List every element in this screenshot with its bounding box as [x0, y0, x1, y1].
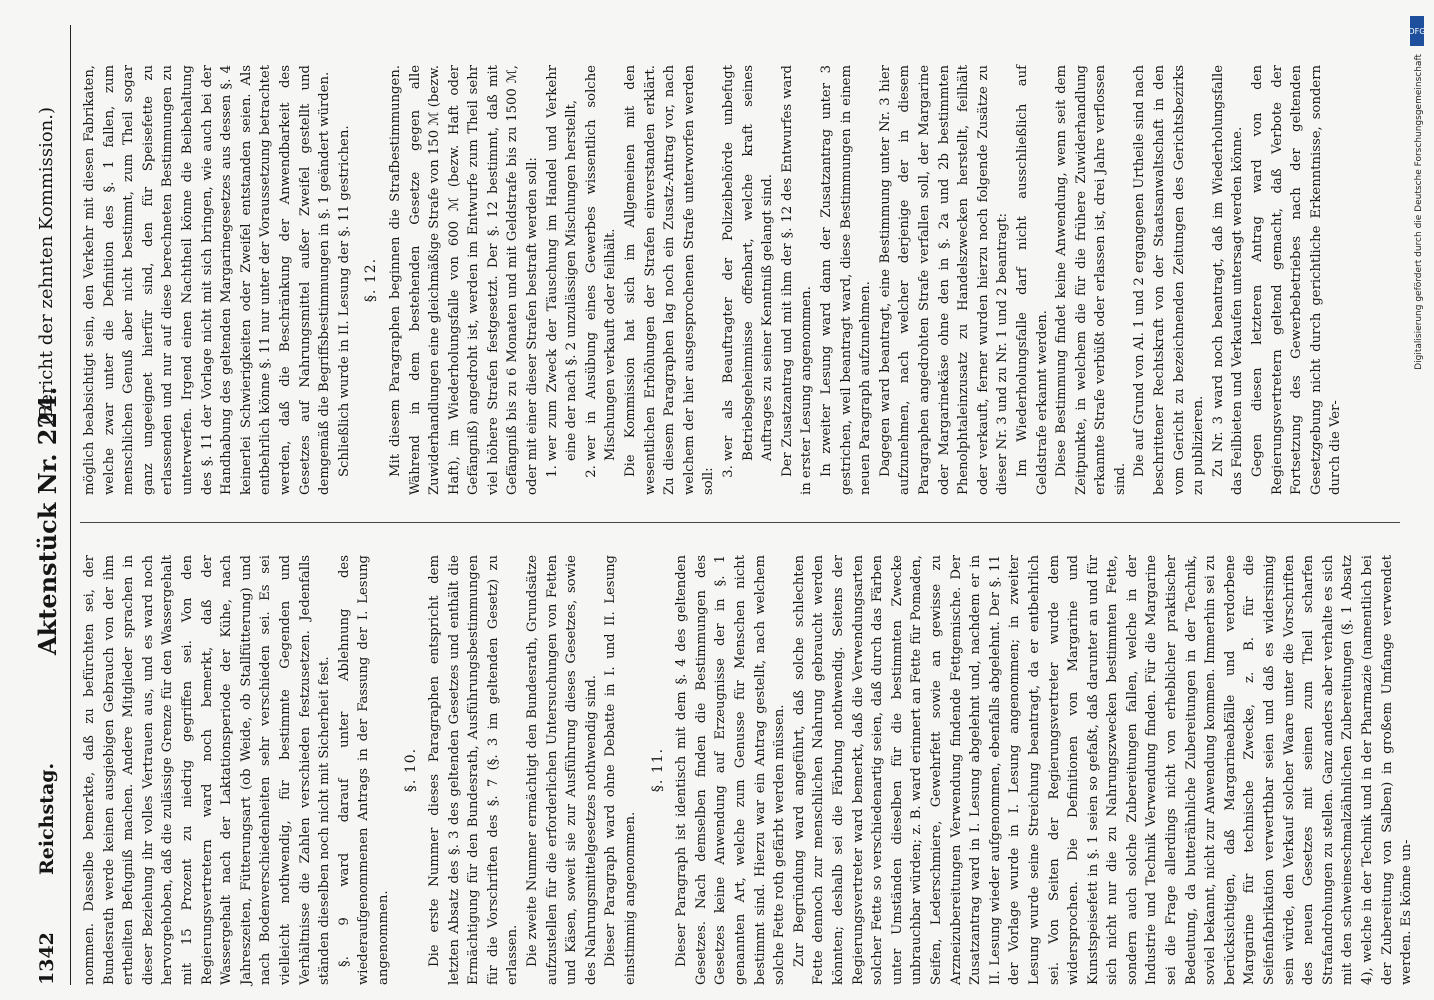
rotated-document-page	[30, 25, 1415, 985]
paragraph: Im Wiederholungsfalle darf nicht ausschließlich auf Geldstrafe erkannt werden.	[1014, 65, 1050, 495]
section-heading: §. 10.	[402, 747, 419, 793]
right-column	[80, 65, 1400, 495]
list-item: 2. wer in Ausübung eines Gewerbes wissentlich solche Mischungen verkauft oder feilhält.	[582, 65, 621, 461]
left-column	[80, 555, 1415, 985]
numbered-list	[719, 65, 778, 495]
paragraph: Zur Begründung ward angeführt, daß solche schlechten Fette dennoch zur menschlichen Nahrung gebraucht werden könnten; deshalb sei die Färbung nothwendig. Seitens der Regierungsvertreter ward bemerkt, daß die Verwendungsarten solcher Fette so verschiedenartig seien, daß durch das Färben unter Umständen dieselben für die bestimmten Zwecke unbrauchbar würden; z. B. ward erinnert an Fette für Pomaden, Seifen, Lederschmiere, Gewehrfett sowie an gewisse zu Arzneizubereitungen Verwendung findende Fettgemische. Der Zusatzantrag ward in I. Lesung abgelehnt und, nachdem er in II. Lesung wieder aufgenommen, ebenfalls abgelehnt. Der §. 11 der Vorlage wurde in I. Lesung angenommen; in zweiter Lesung wurde seine Streichung beantragt, da er entbehrlich sei. Von Seiten der Regierungsvertreter wurde dem widersprochen. Die Definitionen von Margarine und Kunstspeisefett in §. 1 seien so gefaßt, daß darunter an und für sich nicht nur die zu Nahrungszwecken bestimmten Fette, sondern auch solche Zubereitungen fallen, welche in der Industrie und Technik Verwendung finden. Für die Margarine sei die Frage allerdings nicht von erheblicher praktischer Bedeutung, da butterähnliche Zubereitungen in der Technik, soviel bekannt, nicht zur Anwendung kommen. Immerhin sei zu berücksichtigen, daß Margarineabfälle und verdorbene Margarine für technische Zwecke, z. B. für die Seifenfabrikation verwerthbar seien und daß es widersinnig sein würde, den Verkauf solcher Waare unter die Vorschriften des neuen Gesetzes mit seinen zum Theil scharfen Strafandrohungen zu stellen. Ganz anders aber verhalte es sich mit den schweineschmalzähnlichen Zubereitungen (§. 1 Absatz 4), welche in der Technik und in der Pharmazie (namentlich bei der Zubereitung von Salben) in großem Umfange verwendet werden. Es könne un-	[791, 555, 1415, 985]
section-heading: §. 12.	[363, 257, 380, 303]
paragraph: Die zweite Nummer ermächtigt den Bundesrath, Grundsätze aufzustellen für die erforderlichen Untersuchungen von Fetten und Käsen, soweit sie zur Ausführung dieses Gesetzes, sowie des Nahrungsmittelgesetzes nothwendig sind.	[525, 555, 599, 985]
paragraph: Die erste Nummer dieses Paragraphen entspricht dem letzten Absatz des §. 3 des geltenden Gesetzes und enthält die Ermächtigung für den Bundesrath, Ausführungsbestimmungen für die Vorschriften des §. 7 (§. 3 im geltenden Gesetz) zu erlassen.	[427, 555, 521, 985]
paragraph: Die Kommission hat sich im Allgemeinen mit den wesentlichen Erhöhungen der Strafen einverstanden erklärt. Zu diesem Paragraphen lag noch ein Zusatz-Antrag vor, nach welchem der hier ausgesprochenen Strafe unterworfen werden soll:	[623, 65, 717, 495]
paragraph: §. 9 ward darauf unter Ablehnung des wiederaufgenommenen Antrags in der Fassung der I. Lesung angenommen.	[336, 555, 391, 985]
numbered-list	[543, 65, 621, 495]
paragraph: Der Zusatzantrag und mit ihm der §. 12 des Entwurfes ward in erster Lesung angenommen.	[779, 65, 815, 495]
paragraph: Dagegen ward beantragt, eine Bestimmung unter Nr. 3 hier aufzunehmen, nach welcher derjenige der in diesem Paragraphen angedrohten Strafe verfallen soll, der Margarine oder Margarinekäse ohne den in §. 2a und 2b bestimmten Phenolphtaleinzusatz zu Handelszwecken herstellt, feilhält oder verkauft, ferner wurden hierzu noch folgende Zusätze zu dieser Nr. 3 und zu Nr. 1 und 2 beantragt:	[877, 65, 1011, 495]
list-item: 3. wer als Beauftragter der Polizeibehörde unbefugt Betriebsgeheimnisse offenbart, welche kraft seines Auftrages zu seiner Kenntniß gelangt sind.	[719, 65, 778, 461]
page-number: 1342	[36, 932, 58, 985]
paragraph: möglich beabsichtigt sein, den Verkehr mit diesen Fabrikaten, welche zwar unter die Definition des §. 1 fallen, zum menschlichen Genuß aber nicht bestimmt, zum Theil sogar ganz ungeeignet hierfür sind, den für Speisefette zu erlassenden und nur auf diese berechneten Bestimmungen zu unterwerfen. Irgend einen Nachtheil könne die Beibehaltung des §. 11 der Vorlage nicht mit sich bringen, wie auch bei der Handhabung des geltenden Margarinegesetzes aus dessen §. 4 keinerlei Schwierigkeiten oder Zweifel entstanden seien. Als entbehrlich könne §. 11 nur unter der Voraussetzung betrachtet werden, daß die Beschränkung der Anwendbarkeit des Gesetzes auf Nahrungsmittel außer Zweifel gestellt und demgemäß die Begriffsbestimmungen in §. 1 geändert würden.	[82, 65, 333, 495]
credit-text: Digitalisierung gefördert durch die Deutsche Forschungsgemeinschaft	[1414, 54, 1424, 370]
list-item: 1. wer zum Zweck der Täuschung im Handel und Verkehr eine der nach §. 2 unzulässigen Mischungen herstellt,	[543, 65, 582, 461]
header-section: Reichstag.	[36, 762, 58, 875]
paragraph: Schließlich wurde in II. Lesung der §. 11 gestrichen.	[336, 125, 352, 477]
digitization-credit	[1404, 10, 1432, 990]
column-divider	[80, 522, 1400, 523]
section-heading: §. 11.	[649, 747, 666, 793]
paragraph: Dieser Paragraph ist identisch mit dem §. 4 des geltenden Gesetzes. Nach demselben finden die Bestimmungen des Gesetzes keine Anwendung auf Erzeugnisse der in §. 1 genannten Art, welche zum Genusse für Menschen nicht bestimmt sind. Hierzu war ein Antrag gestellt, nach welchem solche Fette roth gefärbt werden müssen.	[674, 555, 788, 985]
paragraph: Diese Bestimmung findet keine Anwendung, wenn seit dem Zeitpunkte, in welchem die für die frühere Zuwiderhandlung erkannte Strafe verbüßt oder erlassen ist, drei Jahre verflossen sind.	[1054, 65, 1128, 495]
dfg-logo-badge: DFG	[1410, 16, 1424, 46]
paragraph: Die auf Grund von Al. 1 und 2 ergangenen Urtheile sind nach beschrittener Rechtskraft von der Staatsanwaltschaft in den vom Gericht zu bezeichnenden Zeitungen des Gerichtsbezirks zu publizieren.	[1132, 65, 1207, 495]
paragraph: Gegen diesen letzteren Antrag ward von den Regierungsvertretern geltend gemacht, daß Verbote der Fortsetzung des Gewerbebetriebes nach der geltenden Gesetzgebung nicht durch gerichtliche Erkenntnisse, sondern durch die Ver-	[1250, 65, 1344, 495]
header-report-title: (Bericht der zehnten Kommission.)	[36, 106, 57, 425]
page-header	[30, 25, 71, 985]
header-act-number: Aktenstück Nr. 224.	[33, 386, 62, 655]
paragraph: In zweiter Lesung ward dann der Zusatzantrag unter 3 gestrichen, weil beantragt ward, diese Bestimmungen in einem neuen Paragraph aufzunehmen.	[818, 65, 874, 495]
paragraph: Zu Nr. 3 ward noch beantragt, daß im Wiederholungsfalle das Feilbieten und Verkaufen untersagt werden könne.	[1210, 65, 1246, 495]
paragraph: Mit diesem Paragraphen beginnen die Strafbestimmungen. Während in dem bestehenden Gesetze gegen alle Zuwiderhandlungen eine gleichmäßige Strafe von 150 ℳ (bezw. Haft), im Wiederholungsfalle von 600 ℳ (bezw. Haft oder Gefängniß) angedroht ist, werden im Entwurfe zum Theil sehr viel höhere Strafen festgesetzt. Der §. 12 bestimmt, daß mit Gefängniß bis zu 6 Monaten und mit Geldstrafe bis zu 1500 ℳ, oder mit einer dieser Strafen bestraft werden soll:	[387, 65, 541, 495]
paragraph: Dieser Paragraph ward ohne Debatte in I. und II. Lesung einstimmig angenommen.	[603, 555, 639, 985]
paragraph: nommen. Dasselbe bemerkte, daß zu befürchten sei, der Bundesrath werde keinen ausgiebigen Gebrauch von der ihm ertheilten Befugniß machen. Andere Mitglieder sprachen in dieser Beziehung ihr volles Vertrauen aus, und es ward noch hervorgehoben, daß die zulässige Grenze für den Wassergehalt mit 15 Prozent zu niedrig gegriffen sei. Von den Regierungsvertretern ward noch bemerkt, daß der Wassergehalt nach der Laktationsperiode der Kühe, nach Jahreszeiten, Fütterungsart (ob Weide, ob Stallfütterung) und nach Bodenverschiedenheiten sehr verschieden sei. Es sei vielleicht nothwendig, für bestimmte Gegenden und Verhältnisse die Zahlen verschieden festzusetzen. Jedenfalls ständen dieselben noch nicht mit Sicherheit fest.	[82, 555, 333, 985]
